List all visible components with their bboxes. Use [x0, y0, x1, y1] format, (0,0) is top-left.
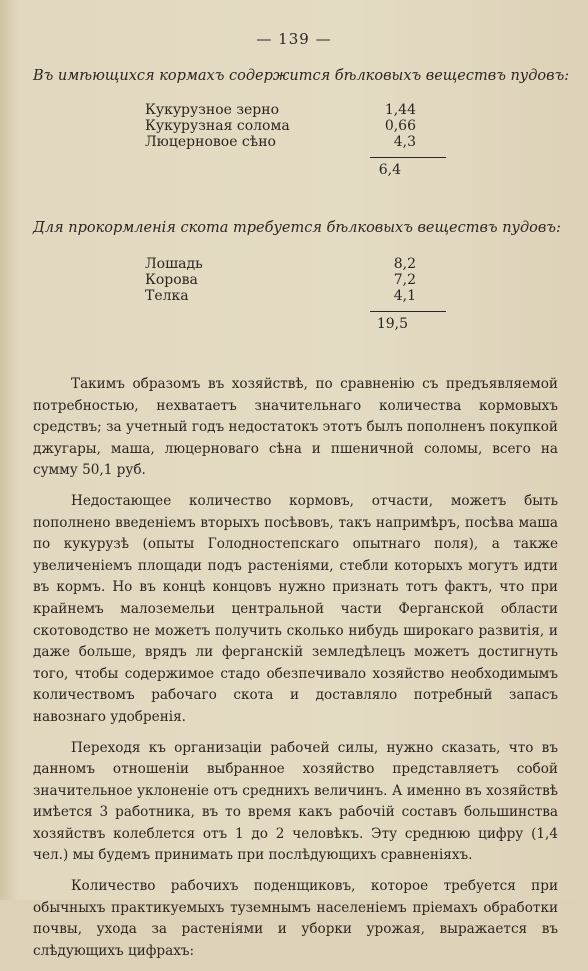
body-text — [33, 374, 558, 971]
section1-total: 6,4 — [378, 162, 401, 178]
paragraph: Недостающее количество кормовъ, отчасти, можетъ быть пополнено введеніемъ вторыхъ посѣвовъ, такъ напримѣръ, посѣва маша по кукурузѣ (опыты Голодностепскаго опытнаго поля), а также увеличеніемъ площади подъ растеніями, стебли которыхъ могутъ идти въ кормъ. Но въ концѣ концовъ нужно признать тотъ фактъ, что при крайнемъ малоземельи центральной части Ферганской области скотоводство не можетъ получить сколько нибудь широкаго развитія, и даже больше, врядъ ли ферганскій земледѣлецъ можетъ достигнуть того, чтобы содержимое стадо обезпечивало хозяйство необходимымъ количествомъ рабочаго скота и доставляло потребный запасъ навознаго удобренія. — [33, 492, 558, 725]
section1-heading: Въ имѣющихся кормахъ содержится бѣлковыхъ веществъ пудовъ: — [33, 68, 570, 84]
section1-table — [0, 102, 588, 150]
row-value: 1,44 — [384, 102, 416, 118]
section2-total: 19,5 — [376, 316, 408, 332]
table-row — [0, 134, 588, 150]
row-value: 8,2 — [393, 256, 416, 272]
row-value: 4,1 — [393, 288, 416, 304]
table-row — [0, 288, 588, 304]
row-name: Телка — [145, 288, 189, 304]
row-name: Кукурузная солома — [145, 118, 290, 134]
paragraph: Количество рабочихъ поденщиковъ, которое требуется при обычныхъ практикуемыхъ туземнымъ населеніемъ пріемахъ обработки почвы, ухода за растеніями и уборки урожая, выражается въ слѣдующихъ цифрахъ: — [33, 878, 558, 959]
paragraph: Такимъ образомъ въ хозяйствѣ, по сравненію съ предъявляемой потребностью, нехватаетъ значительнаго количества кормовыхъ средствъ; за учетный годъ недостатокъ этотъ былъ пополненъ покупкой джугары, маша, люцерноваго сѣна и пшеничной соломы, всего на сумму 50,1 руб. — [33, 376, 558, 479]
section2-table — [0, 256, 588, 304]
section2-heading: Для прокормленія скота требуется бѣлковыхъ веществъ пудовъ: — [33, 220, 561, 236]
sum-rule — [370, 157, 446, 158]
row-name: Корова — [145, 272, 198, 288]
sum-rule — [370, 311, 446, 312]
table-row — [0, 272, 588, 288]
row-name: Люцерновое сѣно — [145, 134, 276, 150]
row-value: 7,2 — [393, 272, 416, 288]
row-name: Кукурузное зерно — [145, 102, 280, 118]
row-value: 0,66 — [384, 118, 416, 134]
paragraph: Переходя къ организаціи рабочей силы, нужно сказать, что въ данномъ отношеніи выбранное хозяйство представляетъ собой значительное уклоненіе отъ среднихъ величинъ. А именно въ хозяйствѣ имѣется 3 работника, въ то время какъ рабочій составъ большинства хозяйствъ колеблется отъ 1 до 2 человѣкъ. Эту среднюю цифру (1,4 чел.) мы будемъ принимать при послѣдующихъ сравненіяхъ. — [33, 739, 558, 864]
table-row — [0, 102, 588, 118]
table-row — [0, 118, 588, 134]
table-row — [0, 256, 588, 272]
page-number: — 139 — — [256, 30, 332, 48]
row-name: Лошадь — [145, 256, 203, 272]
row-value: 4,3 — [393, 134, 416, 150]
